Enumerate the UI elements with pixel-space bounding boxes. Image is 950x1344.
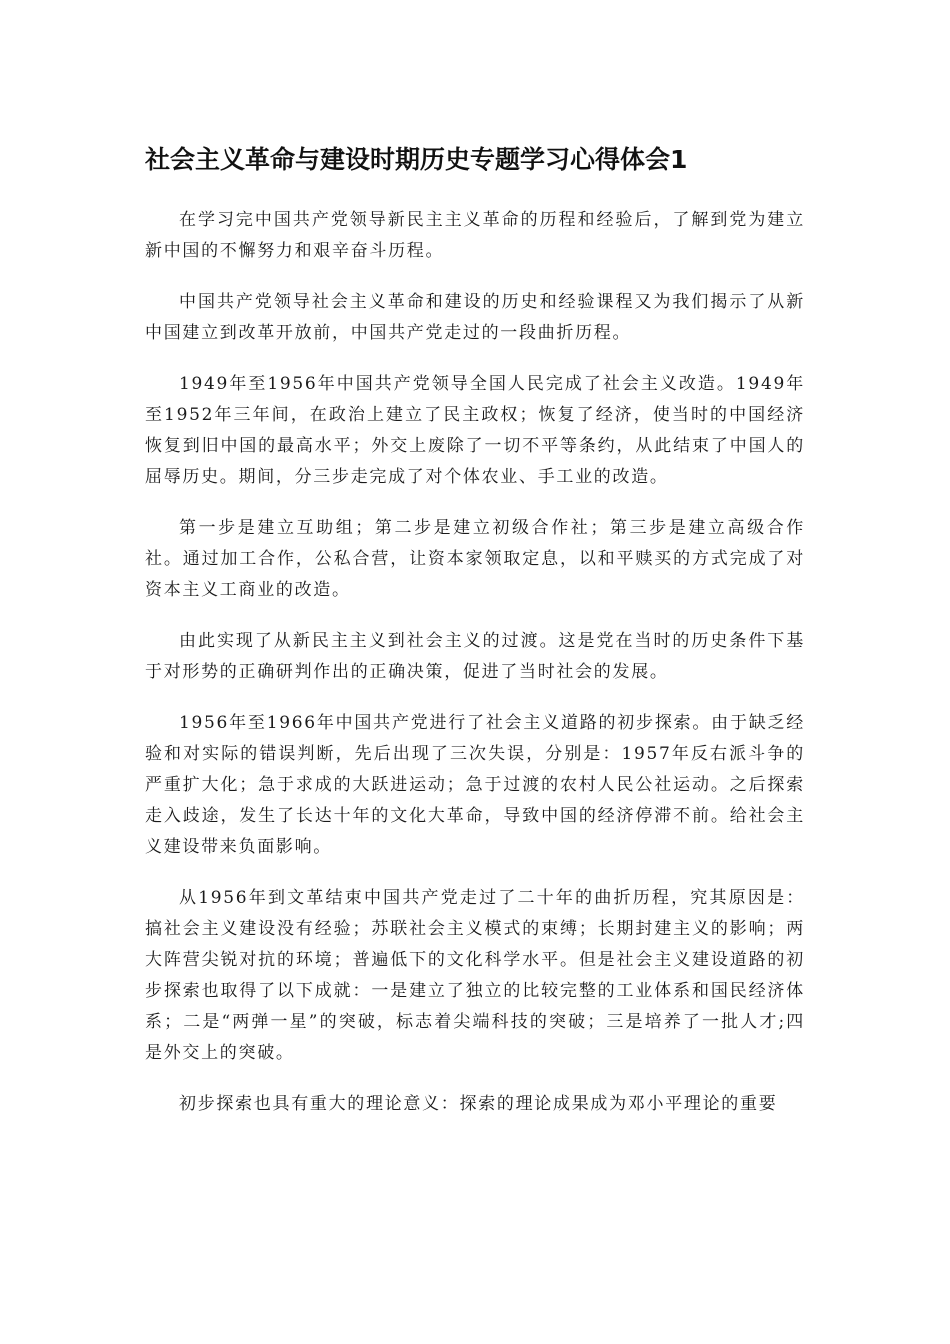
paragraph: 1949年至1956年中国共产党领导全国人民完成了社会主义改造。1949年至1952年三年间，在政治上建立了民主政权；恢复了经济，使当时的中国经济恢复到旧中国的最高水平；外交上废除了一切不平等条约，从此结束了中国人的屈辱历史。期间，分三步走完成了对个体农业、手工业的改造。 [145, 374, 805, 487]
paragraph: 由此实现了从新民主主义到社会主义的过渡。这是党在当时的历史条件下基于对形势的正确研判作出的正确决策，促进了当时社会的发展。 [145, 631, 805, 682]
paragraph: 从1956年到文革结束中国共产党走过了二十年的曲折历程，究其原因是：搞社会主义建设没有经验；苏联社会主义模式的束缚；长期封建主义的影响；两大阵营尖锐对抗的环境；普遍低下的文化科学水平。但是社会主义建设道路的初步探索也取得了以下成就：一是建立了独立的比较完整的工业体系和国民经济体系；二是“两弹一星”的突破，标志着尖端科技的突破；三是培养了一批人才;四是外交上的突破。 [145, 888, 805, 1063]
paragraph: 初步探索也具有重大的理论意义：探索的理论成果成为邓小平理论的重要 [179, 1094, 778, 1114]
paragraph: 第一步是建立互助组；第二步是建立初级合作社；第三步是建立高级合作社。通过加工合作，公私合营，让资本家领取定息，以和平赎买的方式完成了对资本主义工商业的改造。 [145, 518, 805, 600]
document-body [145, 205, 805, 1140]
paragraph: 中国共产党领导社会主义革命和建设的历史和经验课程又为我们揭示了从新中国建立到改革开放前，中国共产党走过的一段曲折历程。 [145, 292, 805, 343]
document-title: 社会主义革命与建设时期历史专题学习心得体会1 [145, 145, 688, 174]
paragraph: 1956年至1966年中国共产党进行了社会主义道路的初步探索。由于缺乏经验和对实际的错误判断，先后出现了三次失误，分别是：1957年反右派斗争的严重扩大化；急于求成的大跃进运动；急于过渡的农村人民公社运动。之后探索走入歧途，发生了长达十年的文化大革命，导致中国的经济停滞不前。给社会主义建设带来负面影响。 [145, 713, 805, 857]
paragraph: 在学习完中国共产党领导新民主主义革命的历程和经验后，了解到党为建立新中国的不懈努力和艰辛奋斗历程。 [145, 210, 805, 261]
